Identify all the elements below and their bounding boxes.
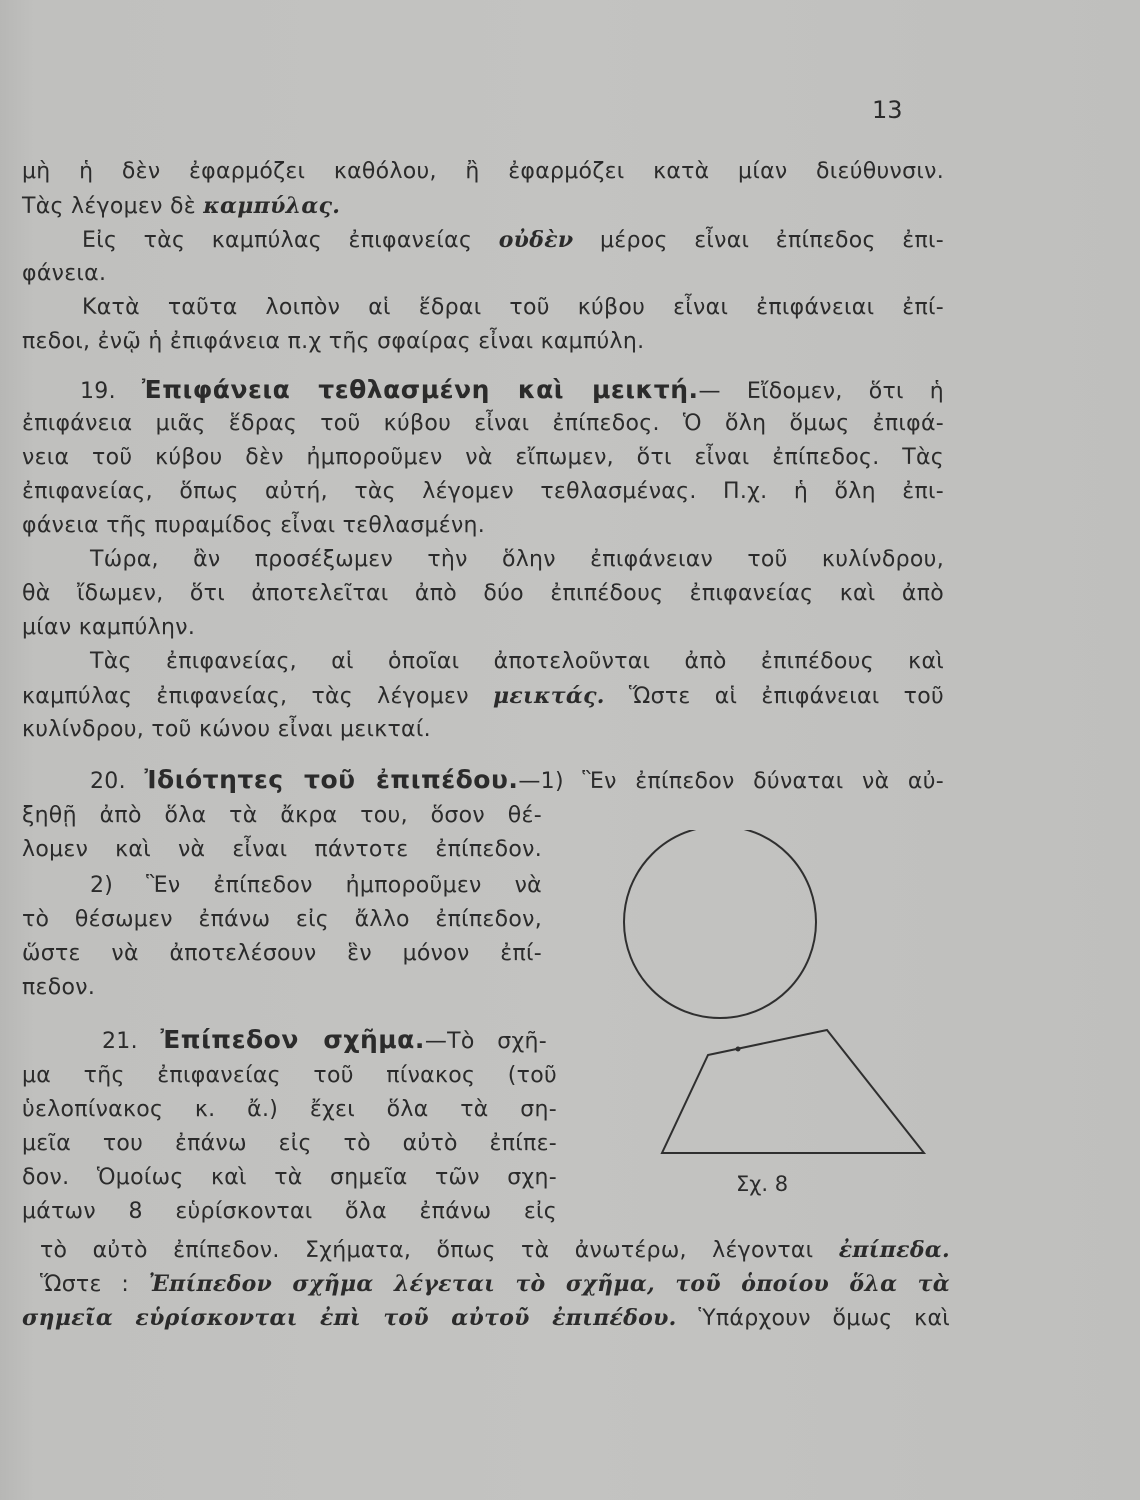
- text-line: Εἰς τὰς καμπύλας ἐπιφανείας οὐδὲν μέρος εἶναι ἐπίπεδος ἐπι-: [82, 227, 944, 253]
- section-heading-line: 21. Ἐπίπεδον σχῆμα.—Τὸ σχῆ-: [102, 1025, 547, 1054]
- text-line: φάνεια τῆς πυραμίδος εἶναι τεθλασμένη.: [22, 513, 486, 538]
- text-line: πεδοι, ἐνῷ ἡ ἐπιφάνεια π.χ τῆς σφαίρας εἶναι καμπύλη.: [22, 329, 645, 354]
- text-line: ὑελοπίνακος κ. ἄ.) ἔχει ὅλα τὰ ση-: [22, 1097, 557, 1122]
- section-heading-line: 20. Ἰδιότητες τοῦ ἐπιπέδου.—1) Ἓν ἐπίπεδον δύναται νὰ αὐ-: [90, 765, 944, 794]
- text-line: Τώρα, ἂν προσέξωμεν τὴν ὅλην ἐπιφάνειαν τοῦ κυλίνδρου,: [90, 547, 944, 572]
- figure-8-drawing: [590, 830, 950, 1170]
- text-line: ἐπιφανείας, ὅπως αὐτή, τὰς λέγομεν τεθλασμένας. Π.χ. ἡ ὅλη ἐπι-: [22, 479, 944, 504]
- text-line: 2) Ἓν ἐπίπεδον ἠμποροῦμεν νὰ: [90, 873, 542, 898]
- text-line: ἐπιφάνεια μιᾶς ἕδρας τοῦ κύβου εἶναι ἐπίπεδος. Ὁ ὅλη ὅμως ἐπιφά-: [22, 411, 944, 436]
- definition-text: Ἐπίπεδον σχῆμα λέγεται τὸ σχῆμα, τοῦ ὁποίου ὅλα τὰ: [148, 1271, 950, 1297]
- text-line: πεδον.: [22, 975, 96, 1000]
- section-heading-line: 19. Ἐπιφάνεια τεθλασμένη καὶ μεικτή.— Εἴδομεν, ὅτι ἡ: [80, 375, 945, 404]
- text-line: θὰ ἴδωμεν, ὅτι ἀποτελεῖται ἀπὸ δύο ἐπιπέδους ἐπιφανείας καὶ ἀπὸ: [22, 581, 944, 606]
- text-line: μα τῆς ἐπιφανείας τοῦ πίνακος (τοῦ: [22, 1063, 557, 1088]
- text-line: τὸ θέσωμεν ἐπάνω εἰς ἄλλο ἐπίπεδον,: [22, 907, 542, 932]
- emphasis-term: οὐδὲν: [498, 227, 574, 253]
- definition-text: σημεῖα εὑρίσκονται ἐπὶ τοῦ αὐτοῦ ἐπιπέδου.: [22, 1305, 677, 1331]
- text-line: λομεν καὶ νὰ εἶναι πάντοτε ἐπίπεδον.: [22, 837, 542, 862]
- section-title: Ἰδιότητες τοῦ ἐπιπέδου.: [144, 765, 519, 794]
- page-number: 13: [872, 96, 903, 124]
- text-line: τὸ αὐτὸ ἐπίπεδον. Σχήματα, ὅπως τὰ ἀνωτέρω, λέγονται ἐπίπεδα.: [40, 1237, 950, 1263]
- section-title: Ἐπιφάνεια τεθλασμένη καὶ μεικτή.: [141, 375, 699, 404]
- trapezoid-shape: [662, 1030, 924, 1153]
- figure-caption: Σχ. 8: [736, 1172, 789, 1196]
- circle-shape: [624, 830, 816, 1018]
- text-line: σημεῖα εὑρίσκονται ἐπὶ τοῦ αὐτοῦ ἐπιπέδου. Ὑπάρχουν ὅμως καὶ: [22, 1305, 950, 1331]
- text-line: καμπύλας ἐπιφανείας, τὰς λέγομεν μεικτάς. Ὥστε αἱ ἐπιφάνειαι τοῦ: [22, 683, 945, 709]
- text-line: μίαν καμπύλην.: [22, 615, 196, 640]
- text-line: Κατὰ ταῦτα λοιπὸν αἱ ἕδραι τοῦ κύβου εἶναι ἐπιφάνειαι ἐπί-: [82, 295, 944, 320]
- text-line: μεῖα του ἐπάνω εἰς τὸ αὐτὸ ἐπίπε-: [22, 1131, 557, 1156]
- emphasis-term: καμπύλας.: [203, 193, 341, 219]
- point-mark: [736, 1047, 741, 1052]
- emphasis-term: ἐπίπεδα.: [838, 1237, 950, 1263]
- text-line: ὥστε νὰ ἀποτελέσουν ἓν μόνον ἐπί-: [22, 941, 542, 966]
- section-title: Ἐπίπεδον σχῆμα.: [160, 1025, 425, 1054]
- text-line: ξηθῇ ἀπὸ ὅλα τὰ ἄκρα του, ὅσον θέ-: [22, 803, 542, 828]
- text-line: Ὥστε : Ἐπίπεδον σχῆμα λέγεται τὸ σχῆμα, τοῦ ὁποίου ὅλα τὰ: [40, 1271, 950, 1297]
- emphasis-term: μεικτάς.: [492, 683, 605, 709]
- text-line: μὴ ἡ δὲν ἐφαρμόζει καθόλου, ἢ ἐφαρμόζει κατὰ μίαν διεύθυνσιν.: [22, 159, 944, 184]
- text-line: μάτων 8 εὑρίσκονται ὅλα ἐπάνω εἰς: [22, 1199, 557, 1224]
- text-line: Τὰς λέγομεν δὲ καμπύλας.: [22, 193, 341, 219]
- text-line: φάνεια.: [22, 261, 107, 286]
- text-line: δον. Ὁμοίως καὶ τὰ σημεῖα τῶν σχη-: [22, 1165, 557, 1190]
- text-line: κυλίνδρου, τοῦ κώνου εἶναι μεικταί.: [22, 717, 431, 742]
- text-line: Τὰς ἐπιφανείας, αἱ ὁποῖαι ἀποτελοῦνται ἀπὸ ἐπιπέδους καὶ: [90, 649, 944, 674]
- text-line: νεια τοῦ κύβου δὲν ἠμποροῦμεν νὰ εἴπωμεν, ὅτι εἶναι ἐπίπεδος. Τὰς: [22, 445, 944, 470]
